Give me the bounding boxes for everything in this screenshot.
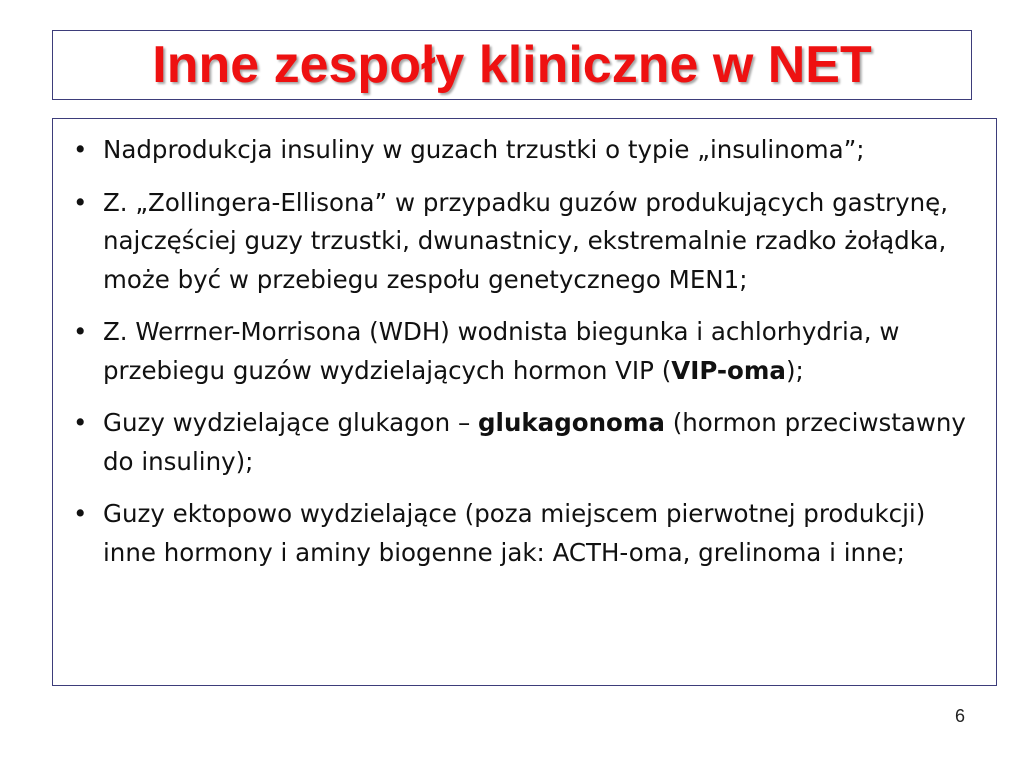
content-frame [52,118,997,686]
bullet-item-zollinger-ellison [67,184,984,300]
slide-title: Inne zespoły kliniczne w NET [152,36,872,94]
bullet-text-part: (hormon przeciwstawny do insuliny); [103,408,966,476]
bullet-text: Guzy ektopowo wydzielające (poza miejscem pierwotnej produkcji) inne hormony i aminy biogenne jak: ACTH-oma, grelinoma i inne; [103,499,926,567]
bullet-item-glukagonoma [67,404,984,481]
bullet-text: Z. „Zollingera-Ellisona” w przypadku guzów produkujących gastrynę, najczęściej guzy trzustki, dwunastnicy, ekstremalnie rzadko żołądka, może być w przebiegu zespołu genetycznego MEN1; [103,187,949,294]
bullet-bold-term: VIP-oma [671,355,786,385]
page-number: 6 [954,706,965,726]
bullet-text: Nadprodukcja insuliny w guzach trzustki o typie „insulinoma”; [103,135,865,164]
bullet-text-part: Guzy wydzielające glukagon – [103,408,479,437]
bullet-text-part: ); [785,355,804,385]
bullet-item-insulinoma [67,131,984,170]
bullet-item-ektopowe [67,495,984,572]
bullet-text-part: Z. Werrner-Morrisona (WDH) wodnista biegunka i achlorhydria, w przebiegu guzów wydzielających hormon VIP ( [103,317,900,385]
bullet-item-vip-oma [67,313,984,390]
bullet-list [67,131,984,572]
bullet-bold-term: glukagonoma [478,408,665,437]
title-frame [52,30,972,100]
